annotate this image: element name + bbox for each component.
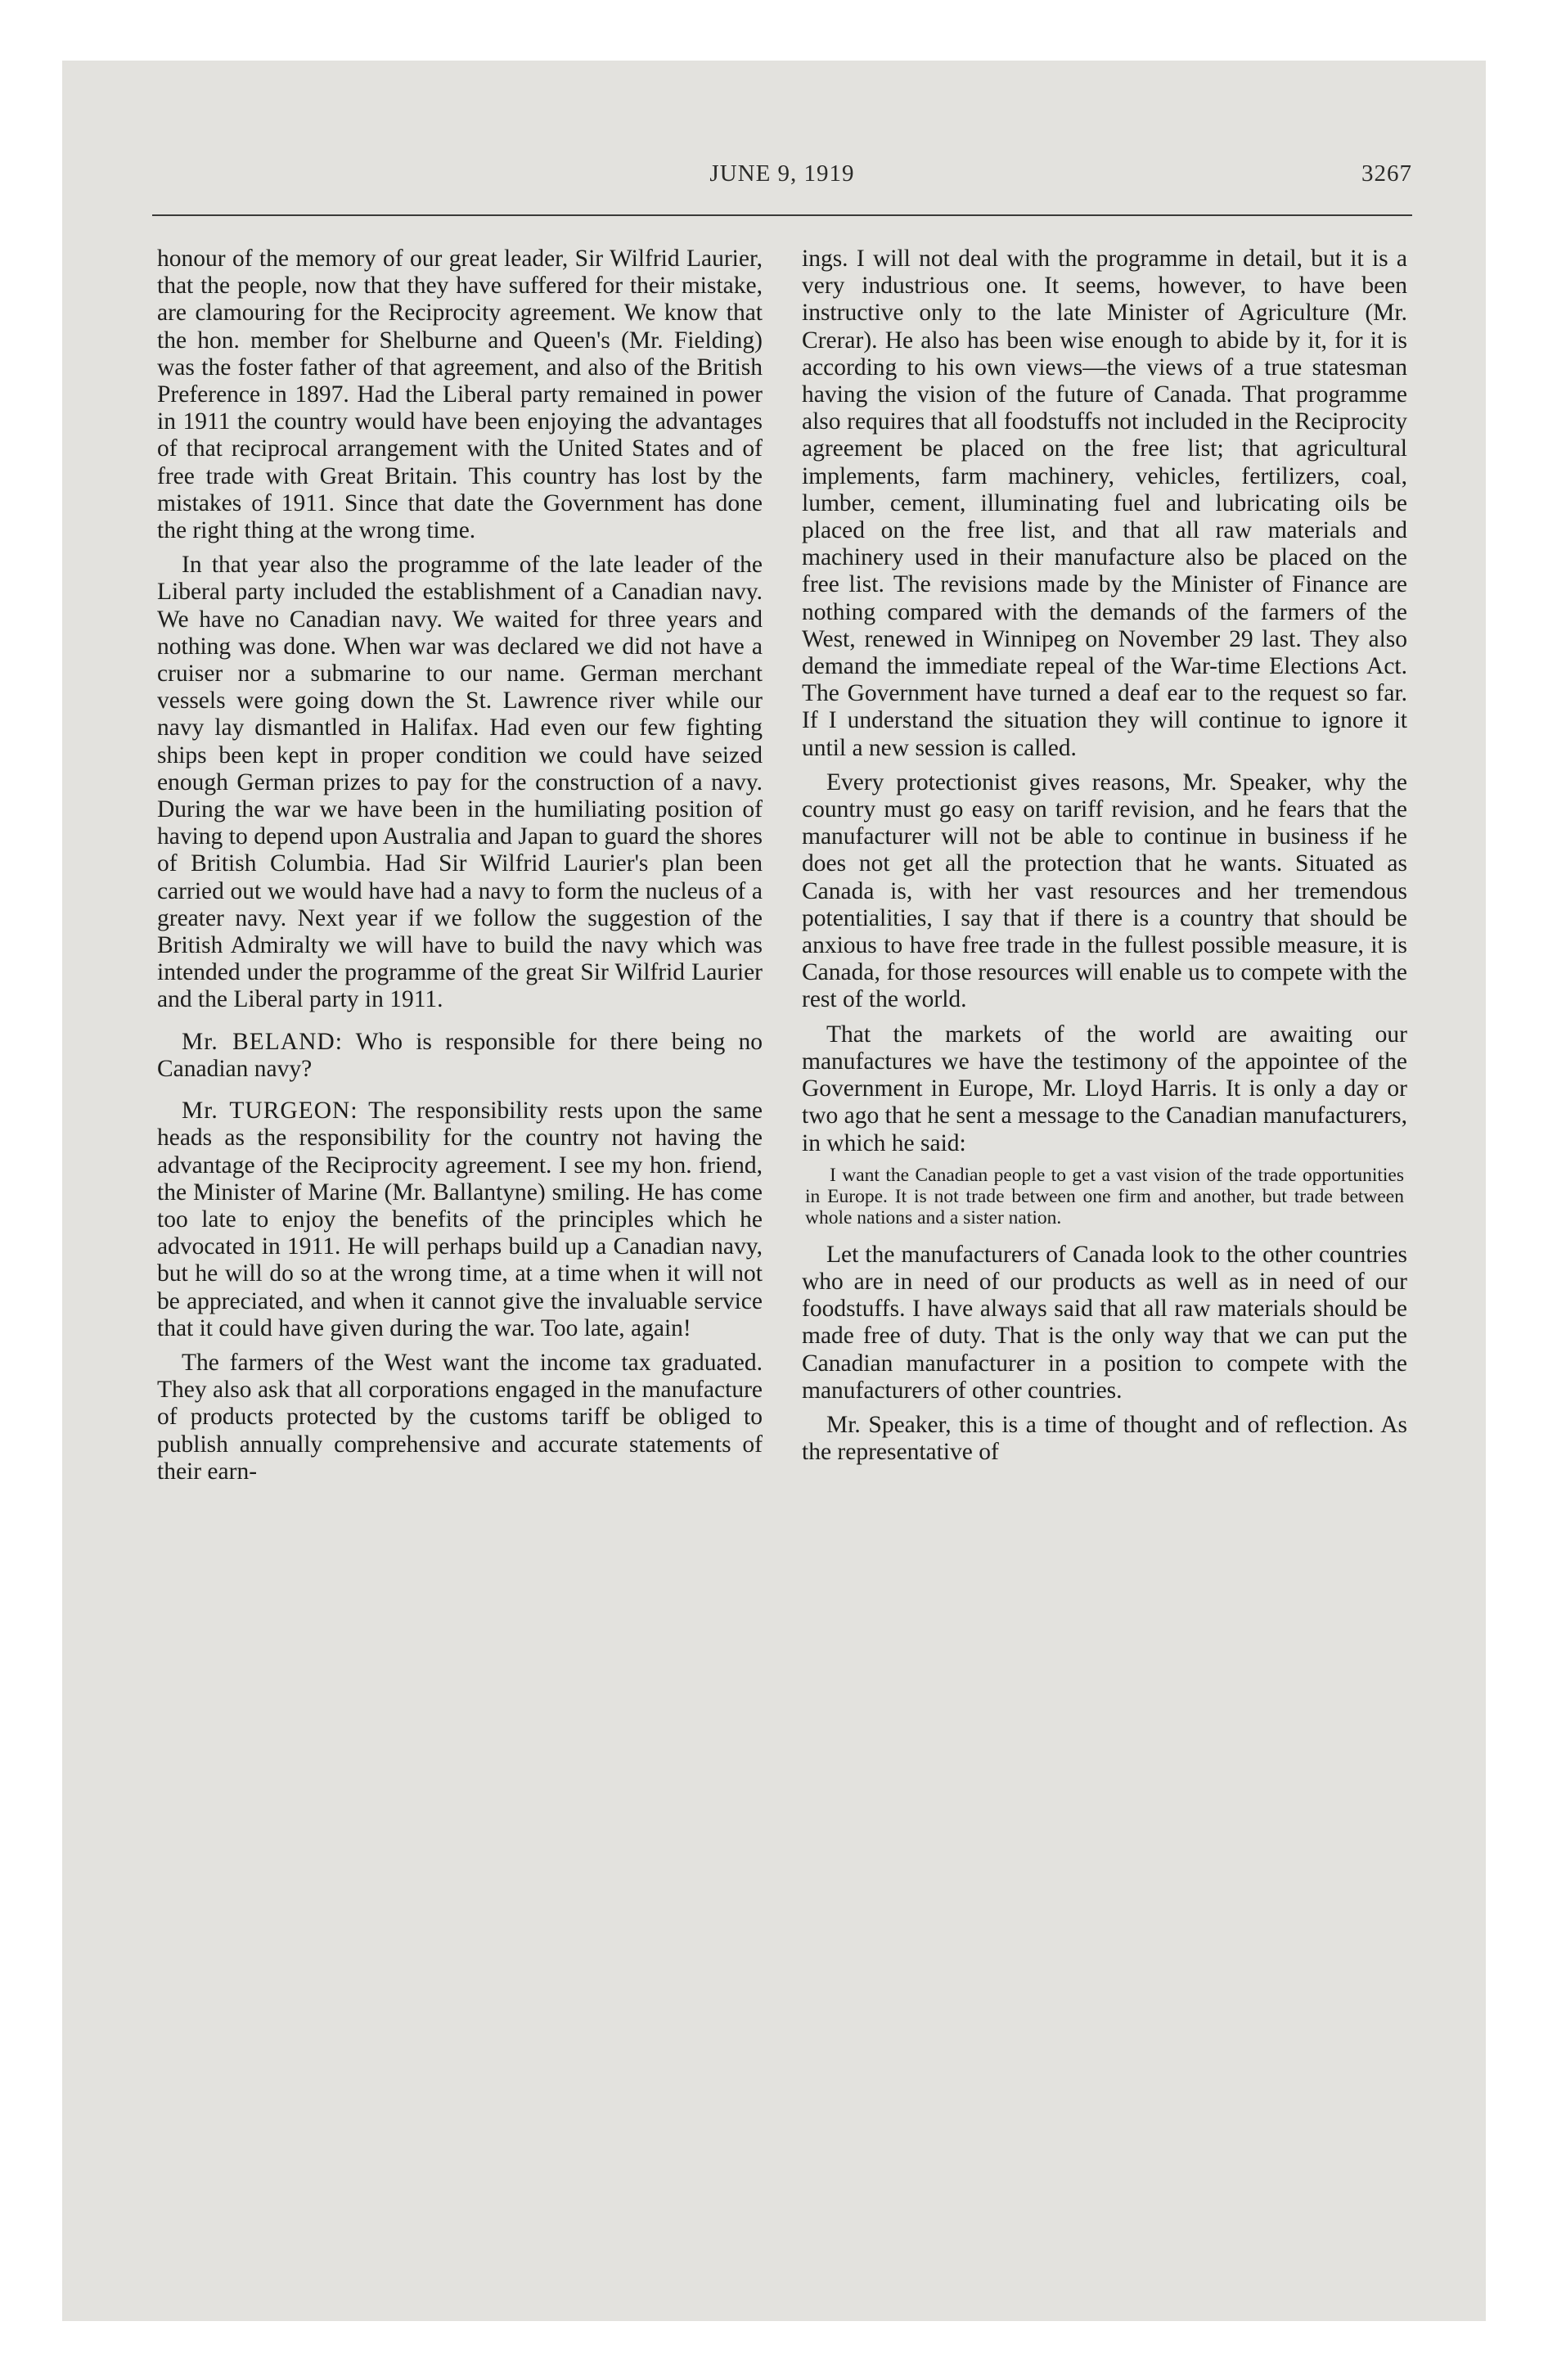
- paragraph-time-of-thought: Mr. Speaker, this is a time of thought and of reflection. As the representative of: [802, 1411, 1407, 1466]
- right-column: [802, 246, 1407, 1473]
- quotation-lloyd-harris: I want the Canadian people to get a vast vision of the trade opportunities in Europe. It is not trade between one firm and another, but trade between whole nations and a sister nation.: [805, 1164, 1404, 1228]
- paragraph-markets-of-world: That the markets of the world are awaiting our manufactures we have the testimony of the appointee of the Government in Europe, Mr. Lloyd Harris. It is only a day or two ago that he sent a message to the Canadian manufacturers, in which he said:: [802, 1021, 1407, 1156]
- paragraph-beland-question: [157, 1029, 763, 1083]
- paragraph-farmers-income-tax: The farmers of the West want the income tax graduated. They also ask that all corporations engaged in the manufacture of products protected by the customs tariff be obliged to publish annually comprehensive and accurate statements of their earn-: [157, 1349, 763, 1485]
- speaker-beland: Mr. BELAND:: [182, 1028, 343, 1055]
- page-header: [152, 160, 1412, 193]
- paragraph-manufacturers-canada: Let the manufacturers of Canada look to the other countries who are in need of our products as well as in need of our foodstuffs. I have always said that all raw materials should be made free of duty. That is the only way that we can put the Canadian manufacturer in a position to compete with the manufacturers of other countries.: [802, 1241, 1407, 1404]
- speaker-turgeon: Mr. TURGEON:: [182, 1098, 358, 1125]
- page-number: 3267: [1361, 160, 1412, 187]
- beland-remark: Who is responsible for there being no Canadian navy?: [157, 1028, 763, 1082]
- paragraph-laurier-reciprocity: honour of the memory of our great leader, Sir Wilfrid Laurier, that the people, now that they have suffered for their mistake, are clamouring for the Reciprocity agreement. We know that the hon. member for Shelburne and Queen's (Mr. Fielding) was the foster father of that agreement, and also of the British Preference in 1897. Had the Liberal party remained in power in 1911 the country would have been enjoying the advantages of that reciprocal arrangement with the United States and of free trade with Great Britain. This country has lost by the mistakes of 1911. Since that date the Government has done the right thing at the wrong time.: [157, 246, 763, 544]
- left-column: [157, 246, 763, 1493]
- paragraph-canadian-navy: In that year also the programme of the late leader of the Liberal party included the establishment of a Canadian navy. We have no Canadian navy. We waited for three years and nothing was done. When war was declared we did not have a cruiser nor a submarine to our name. German merchant vessels were going down the St. Lawrence river while our navy lay dismantled in Halifax. Had even our few fighting ships been kept in proper condition we could have seized enough German prizes to pay for the construction of a navy. During the war we have been in the humiliating position of having to depend upon Australia and Japan to guard the shores of British Columbia. Had Sir Wilfrid Laurier's plan been carried out we would have had a navy to form the nucleus of a greater navy. Next year if we follow the suggestion of the British Admiralty we will have to build the navy which was intended under the programme of the great Sir Wilfrid Laurier and the Liberal party in 1911.: [157, 552, 763, 1013]
- paragraph-programme-free-list: ings. I will not deal with the programme in detail, but it is a very industrious one. It seems, however, to have been instructive only to the late Minister of Agriculture (Mr. Crerar). He also has been wise enough to abide by it, for it is according to his own views—the views of a true statesman having the vision of the future of Canada. That programme also requires that all foodstuffs not included in the Reciprocity agreement be placed on the free list; that agricultural implements, farm machinery, vehicles, fertilizers, coal, lumber, cement, illuminating fuel and lubricating oils be placed on the free list, and that all raw materials and machinery used in their manufacture also be placed on the free list. The revisions made by the Minister of Finance are nothing compared with the demands of the farmers of the West, renewed in Winnipeg on November 29 last. They also demand the immediate repeal of the War-time Elections Act. The Government have turned a deaf ear to the request so far. If I understand the situation they will continue to ignore it until a new session is called.: [802, 246, 1407, 761]
- turgeon-remark: The responsibility rests upon the same heads as the responsibility for the country not having the advantage of the Reciprocity agreement. I see my hon. friend, the Minister of Marine (Mr. Ballantyne) smiling. He has come too late to enjoy the benefits of the principles which he advocated in 1911. He will perhaps build up a Canadian navy, but he will do so at the wrong time, at a time when it will not be appreciated, and when it cannot give the invaluable service that it could have given during the war. Too late, again!: [157, 1098, 763, 1341]
- paragraph-turgeon-reply: [157, 1098, 763, 1342]
- paragraph-protectionist: Every protectionist gives reasons, Mr. Speaker, why the country must go easy on tariff revision, and he fears that the manufacturer will not be able to continue in business if he does not get all the protection that he wants. Situated as Canada is, with her vast resources and her tremendous potentialities, I say that if there is a country that should be anxious to have free trade in the fullest possible measure, it is Canada, for those resources will enable us to compete with the rest of the world.: [802, 769, 1407, 1013]
- header-date: JUNE 9, 1919: [709, 160, 855, 187]
- header-rule: [152, 214, 1412, 216]
